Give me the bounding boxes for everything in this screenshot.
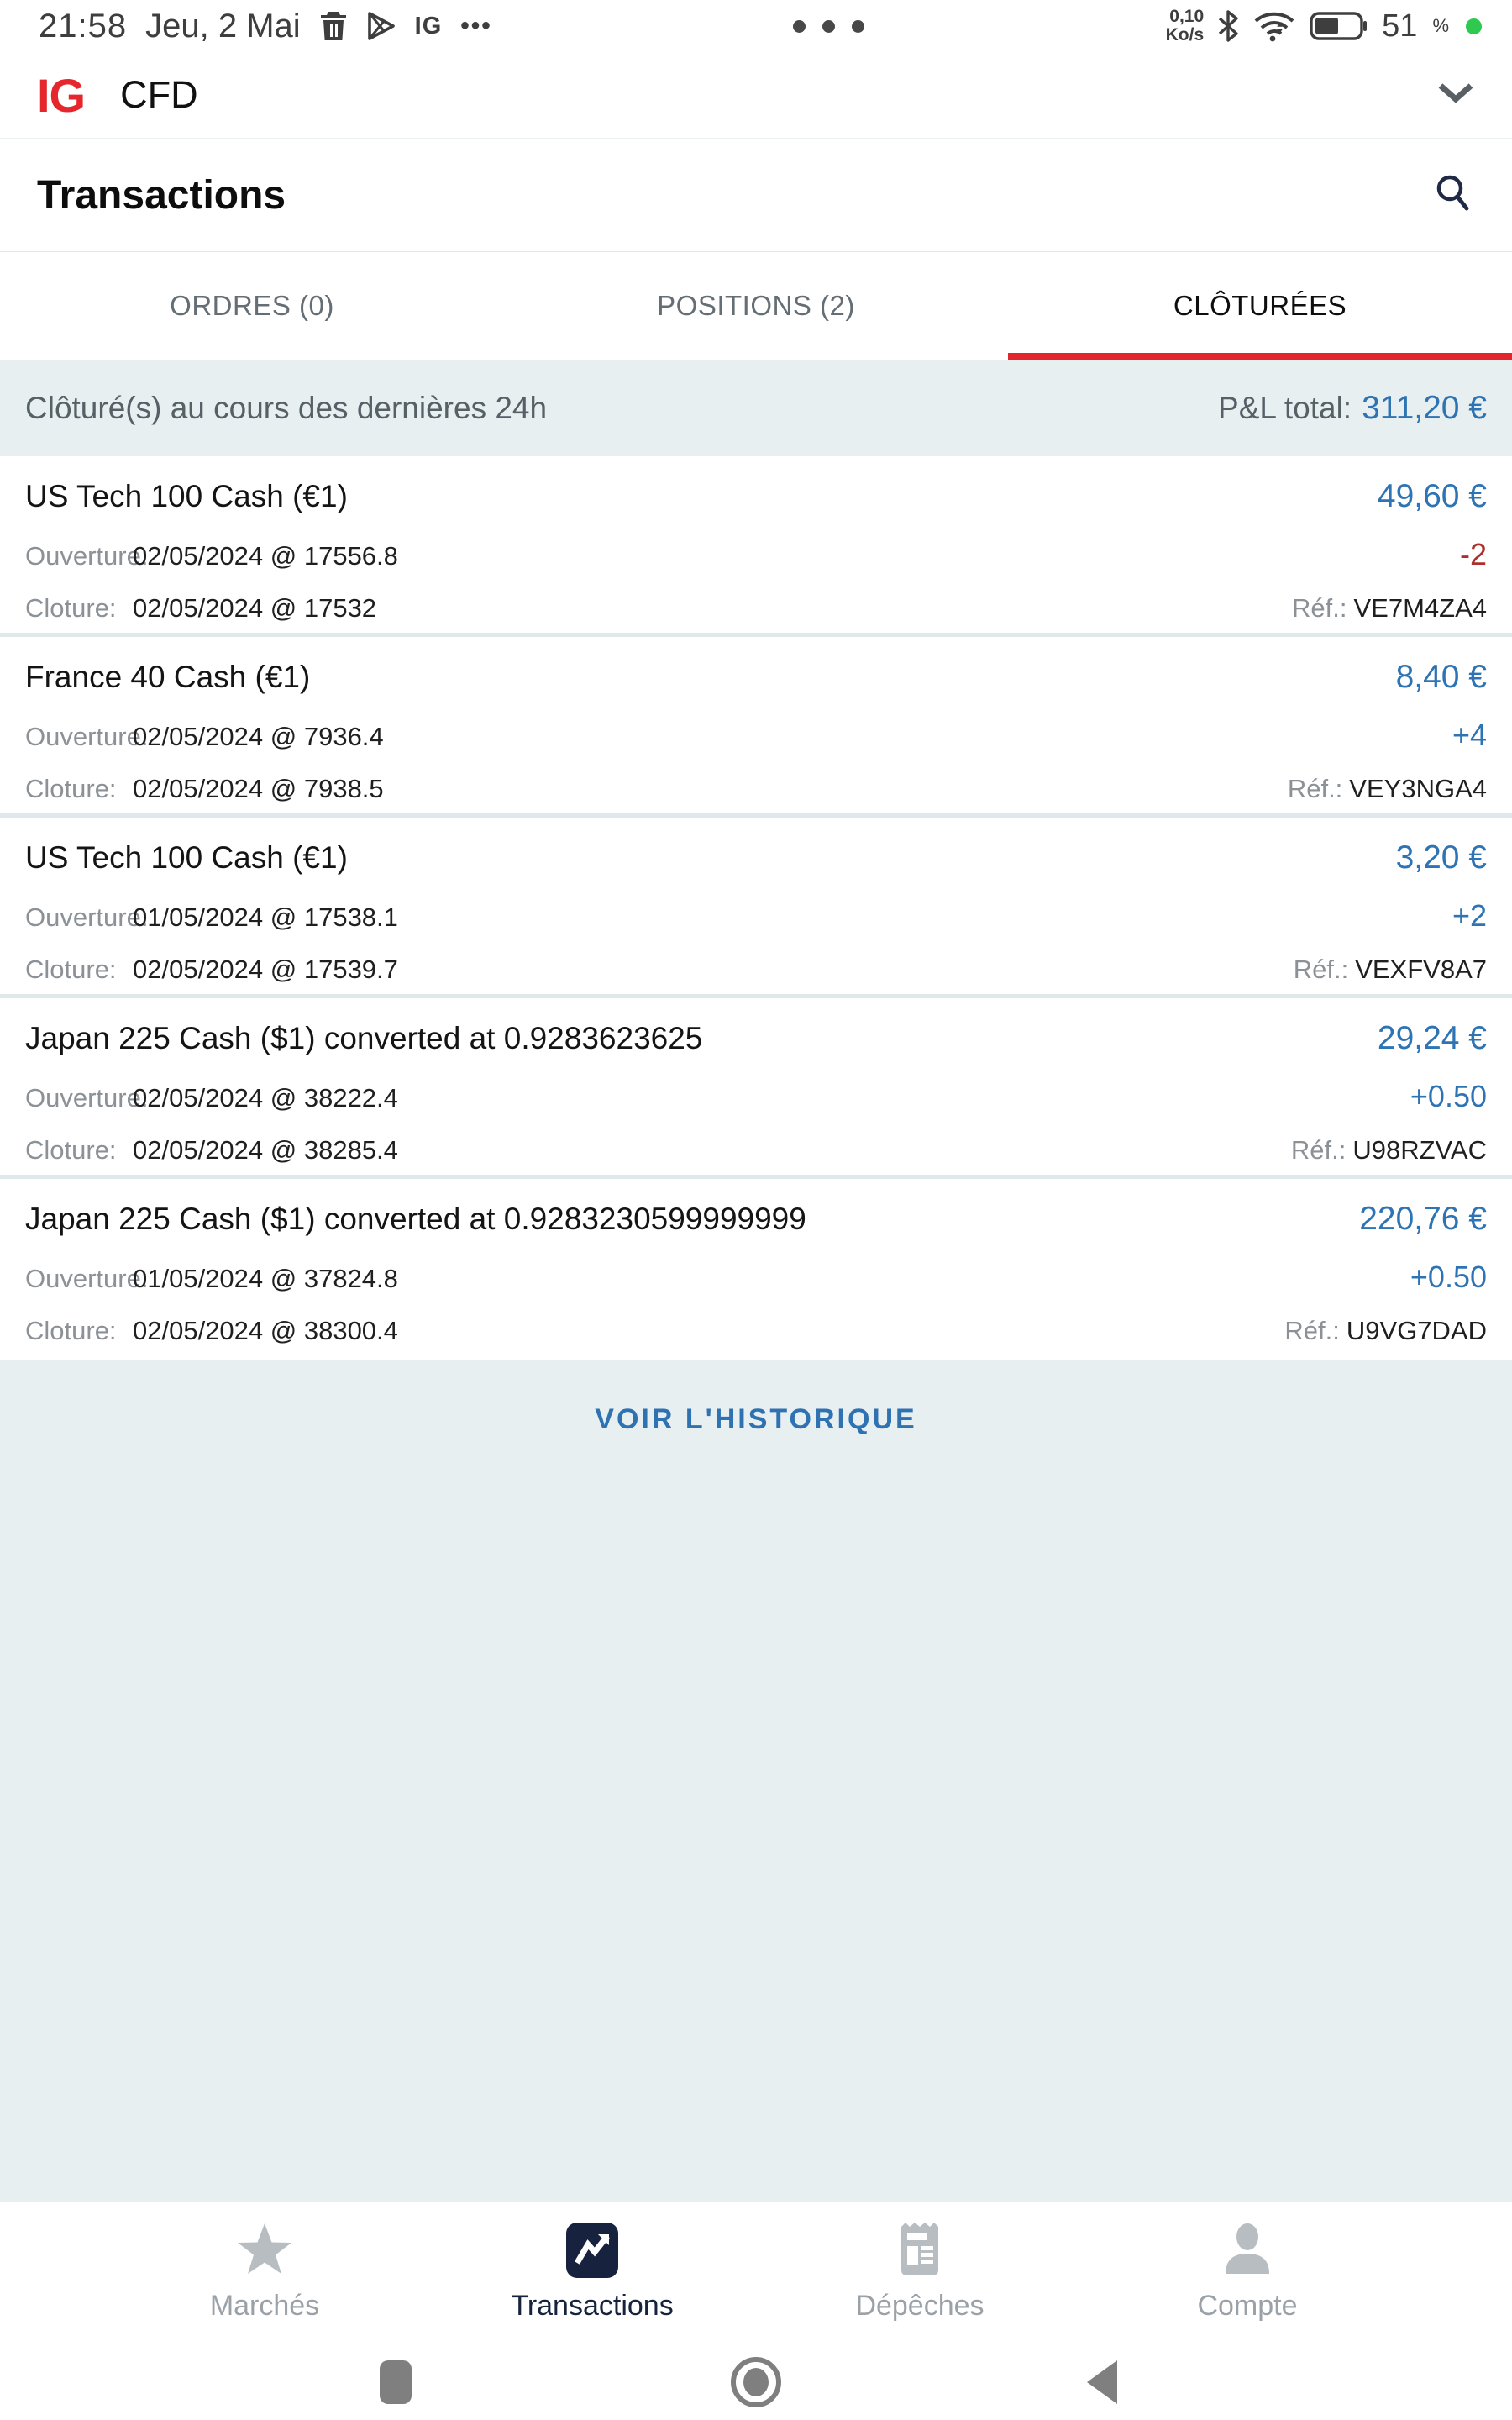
nav-item-depeches[interactable]: Dépêches — [756, 2202, 1084, 2344]
open-value: 02/05/2024 @ 17556.8 — [133, 541, 398, 571]
row-pnl: 220,76 € — [1359, 1201, 1487, 1237]
transaction-row[interactable] — [0, 998, 1512, 1179]
transaction-row[interactable] — [0, 637, 1512, 818]
account-type-label: CFD — [120, 73, 198, 116]
news-icon — [895, 2216, 945, 2285]
closed-transactions-list — [0, 456, 1512, 1360]
home-button[interactable] — [729, 2344, 783, 2420]
close-value: 02/05/2024 @ 17539.7 — [133, 955, 398, 984]
view-history-link[interactable]: VOIR L'HISTORIQUE — [595, 1403, 917, 1435]
nav-item-marches[interactable]: Marchés — [101, 2202, 428, 2344]
instrument-name: US Tech 100 Cash (€1) — [25, 840, 348, 875]
tab-positions[interactable]: POSITIONS (2) — [657, 290, 855, 321]
instrument-name: Japan 225 Cash ($1) converted at 0.9283623625 — [25, 1021, 703, 1055]
ref-value: VEY3NGA4 — [1349, 774, 1487, 803]
battery-icon — [1310, 11, 1368, 41]
status-green-dot-icon — [1466, 18, 1482, 34]
row-pnl: 49,60 € — [1377, 478, 1487, 514]
close-value: 02/05/2024 @ 17532 — [133, 593, 377, 623]
network-speed: 0,10 Ko/s — [1165, 7, 1205, 45]
summary-period-label: Clôturé(s) au cours des dernières 24h — [25, 391, 548, 425]
open-label: Ouverture: — [25, 902, 149, 932]
nav-item-transactions[interactable]: Transactions — [428, 2202, 756, 2344]
tab-ordres[interactable]: ORDRES (0) — [170, 290, 334, 321]
open-label: Ouverture: — [25, 1083, 149, 1113]
pnl-total-label: P&L total: — [1218, 391, 1352, 425]
recents-button[interactable] — [380, 2344, 412, 2420]
person-icon — [1218, 2216, 1277, 2285]
trash-icon — [319, 10, 348, 42]
tab-cloturees[interactable]: CLÔTURÉES — [1008, 252, 1512, 360]
close-label: Cloture: — [25, 955, 117, 984]
open-label: Ouverture: — [25, 1264, 149, 1293]
ref-value: VEXFV8A7 — [1355, 955, 1487, 984]
position-size: +0.50 — [1410, 1260, 1487, 1294]
bottom-navigation — [0, 2202, 1512, 2344]
back-button[interactable] — [1085, 2344, 1119, 2420]
open-label: Ouverture: — [25, 722, 149, 751]
play-store-icon — [366, 10, 396, 42]
row-pnl: 3,20 € — [1395, 839, 1487, 876]
page-title: Transactions — [37, 173, 286, 218]
ref-label: Réf.: — [1287, 774, 1343, 803]
pnl-total-value: 311,20 € — [1362, 390, 1487, 426]
open-value: 01/05/2024 @ 17538.1 — [133, 902, 398, 932]
open-value: 02/05/2024 @ 7936.4 — [133, 722, 384, 751]
ref-label: Réf.: — [1292, 593, 1347, 623]
close-label: Cloture: — [25, 774, 117, 803]
date: Jeu, 2 Mai — [145, 7, 301, 45]
open-label: Ouverture: — [25, 541, 149, 571]
more-notifications-icon: ••• — [460, 12, 492, 39]
title-bar — [0, 139, 1512, 252]
row-pnl: 8,40 € — [1395, 659, 1487, 695]
ref-label: Réf.: — [1290, 1135, 1347, 1165]
chevron-down-icon[interactable] — [1436, 82, 1475, 109]
instrument-name: Japan 225 Cash ($1) converted at 0.9283230599999999 — [25, 1202, 806, 1236]
wifi-icon — [1252, 9, 1296, 43]
position-size: +4 — [1452, 718, 1487, 752]
transaction-row[interactable] — [0, 1179, 1512, 1360]
position-size: -2 — [1459, 537, 1487, 571]
account-header[interactable] — [0, 52, 1512, 139]
position-size: +2 — [1452, 898, 1487, 933]
ref-value: U98RZVAC — [1352, 1135, 1487, 1165]
status-bar: 21:58 Jeu, 2 Mai IG ••• 0,10 Ko/s 51 % — [0, 0, 1512, 52]
camera-cutout-dots-icon — [492, 20, 1166, 33]
close-value: 02/05/2024 @ 38300.4 — [133, 1316, 398, 1345]
ref-label: Réf.: — [1284, 1316, 1340, 1345]
close-value: 02/05/2024 @ 38285.4 — [133, 1135, 398, 1165]
clock: 21:58 — [39, 7, 128, 45]
bluetooth-icon — [1217, 9, 1239, 43]
ref-value: VE7M4ZA4 — [1353, 593, 1487, 623]
row-pnl: 29,24 € — [1377, 1020, 1487, 1056]
close-value: 02/05/2024 @ 7938.5 — [133, 774, 384, 803]
close-label: Cloture: — [25, 593, 117, 623]
chart-icon — [564, 2216, 620, 2285]
nav-item-compte[interactable]: Compte — [1084, 2202, 1411, 2344]
ig-notification-icon: IG — [414, 12, 443, 39]
transaction-row[interactable] — [0, 818, 1512, 998]
star-icon — [233, 2216, 297, 2285]
close-label: Cloture: — [25, 1316, 117, 1345]
transaction-row[interactable] — [0, 456, 1512, 637]
summary-bar — [0, 360, 1512, 456]
open-value: 01/05/2024 @ 37824.8 — [133, 1264, 398, 1293]
position-size: +0.50 — [1410, 1079, 1487, 1113]
instrument-name: France 40 Cash (€1) — [25, 660, 311, 694]
battery-percent: 51 — [1382, 8, 1418, 44]
open-value: 02/05/2024 @ 38222.4 — [133, 1083, 398, 1113]
transactions-tabs — [0, 252, 1512, 360]
ref-label: Réf.: — [1293, 955, 1349, 984]
close-label: Cloture: — [25, 1135, 117, 1165]
history-area — [0, 1360, 1512, 2202]
android-navigation-bar — [0, 2344, 1512, 2420]
ig-logo: IG — [37, 68, 86, 122]
search-icon[interactable] — [1431, 171, 1475, 219]
instrument-name: US Tech 100 Cash (€1) — [25, 479, 348, 513]
ref-value: U9VG7DAD — [1346, 1316, 1487, 1345]
